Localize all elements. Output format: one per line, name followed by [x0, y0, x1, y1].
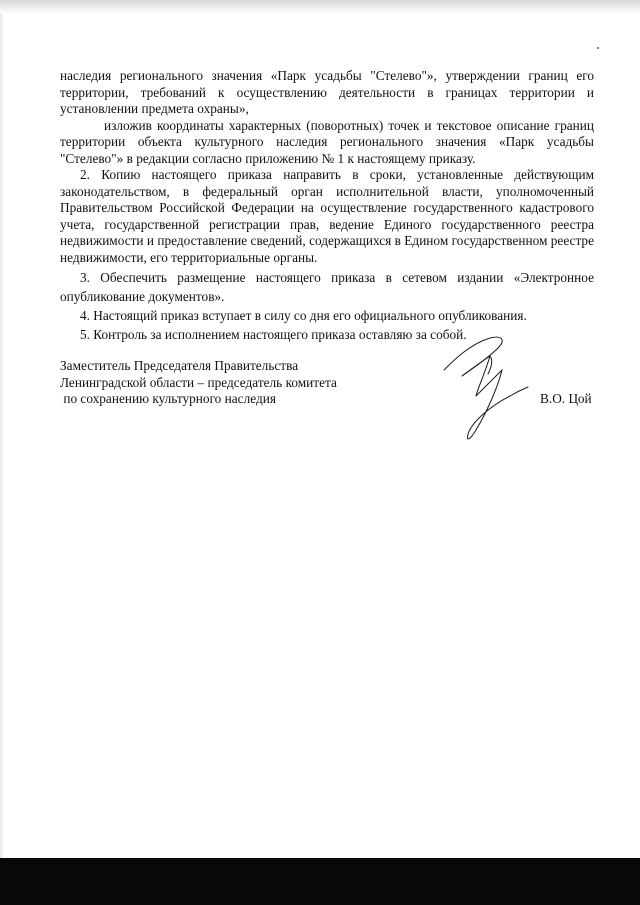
document-body — [60, 68, 594, 343]
paragraph-item-3: 3. Обеспечить размещение настоящего приказа в сетевом издании «Электронное опубликование документов». — [60, 270, 594, 304]
paragraph-coordinates: изложив координаты характерных (поворотных) точек и текстовое описание границ территории объекта культурного наследия регионального значения «Парк усадьбы "Стелево"» в редакции согласно приложению № 1 к настоящему приказу. — [60, 117, 594, 166]
scan-speck — [597, 47, 599, 49]
scan-bottom-bar — [0, 858, 640, 905]
paragraph-item-2: 2. Копию настоящего приказа направить в сроки, установленные действующим законодательством, в федеральный орган исполнительной власти, уполномоченный Правительством Российской Федерации на осуществление государственного кадастрового учета, государственной регистрации прав, ведение Единого государственного реестра недвижимости и предоставление сведений, содержащихся в Едином государственном реестре недвижимости, его территориальные органы. — [60, 167, 594, 265]
paragraph-item-4: 4. Настоящий приказ вступает в силу со дня его официального опубликования. — [80, 308, 527, 323]
signer-position-line-3: по сохранению культурного наследия — [60, 391, 276, 406]
scan-left-edge — [0, 14, 4, 858]
signer-position — [60, 358, 337, 408]
paragraph-item-5: 5. Контроль за исполнением настоящего приказа оставляю за собой. — [80, 326, 467, 342]
signer-position-line-2: Ленинградской области – председатель комитета — [60, 374, 337, 390]
scan-top-shade — [0, 0, 640, 14]
signer-name: В.О. Цой — [540, 391, 592, 406]
signer-position-line-1: Заместитель Председателя Правительства — [60, 358, 299, 373]
paragraph-continuation: наследия регионального значения «Парк усадьбы "Стелево"», утверждении границ его территории, требований к осуществлению деятельности в границах территории и установлении предмета охраны», — [60, 68, 594, 116]
handwritten-signature — [440, 330, 530, 445]
